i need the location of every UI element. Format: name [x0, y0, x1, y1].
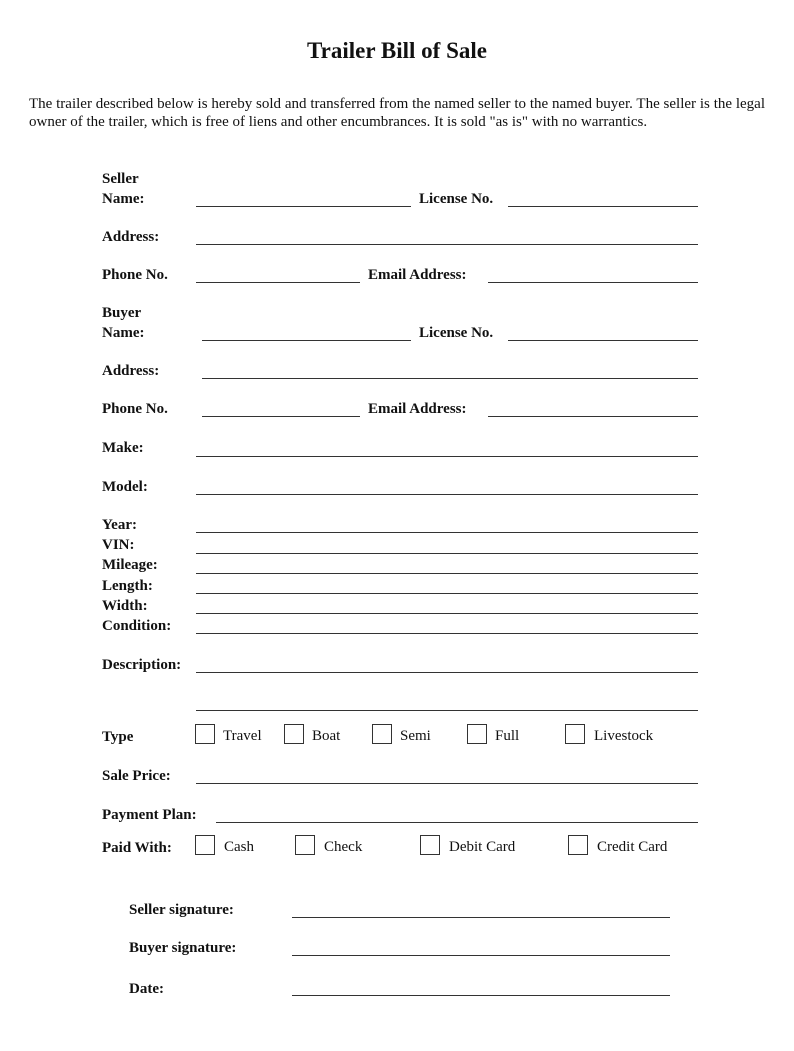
description-field-line-1[interactable] [196, 672, 698, 673]
seller-address-field[interactable] [196, 244, 698, 245]
paid-check-label: Check [324, 839, 363, 855]
seller-license-field[interactable] [508, 206, 698, 207]
seller-phone-label: Phone No. [102, 267, 168, 283]
type-livestock-checkbox[interactable] [565, 724, 585, 744]
type-full-label: Full [495, 728, 520, 744]
paid-credit-card-checkbox[interactable] [568, 835, 588, 855]
seller-name-label: Name: [102, 191, 145, 207]
buyer-address-label: Address: [102, 363, 160, 379]
paid-cash-label: Cash [224, 839, 254, 855]
type-label: Type [102, 729, 134, 745]
buyer-license-field[interactable] [508, 340, 698, 341]
buyer-phone-field[interactable] [202, 416, 360, 417]
date-label: Date: [129, 981, 164, 997]
type-full-checkbox[interactable] [467, 724, 487, 744]
seller-phone-field[interactable] [196, 282, 360, 283]
type-livestock-label: Livestock [594, 728, 654, 744]
seller-name-field[interactable] [196, 206, 411, 207]
vin-field[interactable] [196, 553, 698, 554]
model-label: Model: [102, 479, 148, 495]
paid-cash-checkbox[interactable] [195, 835, 215, 855]
document-title: Trailer Bill of Sale [307, 38, 487, 63]
buyer-name-field[interactable] [202, 340, 411, 341]
condition-field[interactable] [196, 633, 698, 634]
date-field[interactable] [292, 995, 670, 996]
year-field[interactable] [196, 532, 698, 533]
buyer-email-field[interactable] [488, 416, 698, 417]
seller-address-label: Address: [102, 229, 160, 245]
buyer-heading: Buyer [102, 305, 142, 321]
seller-email-label: Email Address: [368, 267, 467, 283]
buyer-email-label: Email Address: [368, 401, 467, 417]
description-label: Description: [102, 657, 182, 673]
seller-email-field[interactable] [488, 282, 698, 283]
type-semi-label: Semi [400, 728, 431, 744]
make-field[interactable] [196, 456, 698, 457]
seller-heading: Seller [102, 171, 139, 187]
buyer-license-label: License No. [419, 325, 494, 341]
type-travel-checkbox[interactable] [195, 724, 215, 744]
paid-credit-card-label: Credit Card [597, 839, 668, 855]
type-boat-label: Boat [312, 728, 341, 744]
description-field-line-2[interactable] [196, 710, 698, 711]
buyer-signature-field[interactable] [292, 955, 670, 956]
mileage-field[interactable] [196, 573, 698, 574]
year-label: Year: [102, 517, 137, 533]
paid-debit-card-checkbox[interactable] [420, 835, 440, 855]
type-travel-label: Travel [223, 728, 262, 744]
sale-price-label: Sale Price: [102, 768, 171, 784]
vin-label: VIN: [102, 537, 135, 553]
sale-price-field[interactable] [196, 783, 698, 784]
type-semi-checkbox[interactable] [372, 724, 392, 744]
type-boat-checkbox[interactable] [284, 724, 304, 744]
width-label: Width: [102, 598, 148, 614]
condition-label: Condition: [102, 618, 172, 634]
buyer-phone-label: Phone No. [102, 401, 168, 417]
mileage-label: Mileage: [102, 557, 158, 573]
model-field[interactable] [196, 494, 698, 495]
length-label: Length: [102, 578, 153, 594]
seller-license-label: License No. [419, 191, 494, 207]
length-field[interactable] [196, 593, 698, 594]
seller-signature-field[interactable] [292, 917, 670, 918]
buyer-name-label: Name: [102, 325, 145, 341]
make-label: Make: [102, 440, 144, 456]
intro-paragraph: The trailer described below is hereby sold and transferred from the named seller to the named buyer. The seller is the legal owner of the trailer, which is free of liens and other encumbrances. It is sold "as is" with no warrantics. [29, 96, 765, 130]
seller-signature-label: Seller signature: [129, 902, 234, 918]
buyer-address-field[interactable] [202, 378, 698, 379]
width-field[interactable] [196, 613, 698, 614]
payment-plan-field[interactable] [216, 822, 698, 823]
paid-debit-card-label: Debit Card [449, 839, 516, 855]
payment-plan-label: Payment Plan: [102, 807, 197, 823]
buyer-signature-label: Buyer signature: [129, 940, 237, 956]
paid-check-checkbox[interactable] [295, 835, 315, 855]
paid-with-label: Paid With: [102, 840, 172, 856]
